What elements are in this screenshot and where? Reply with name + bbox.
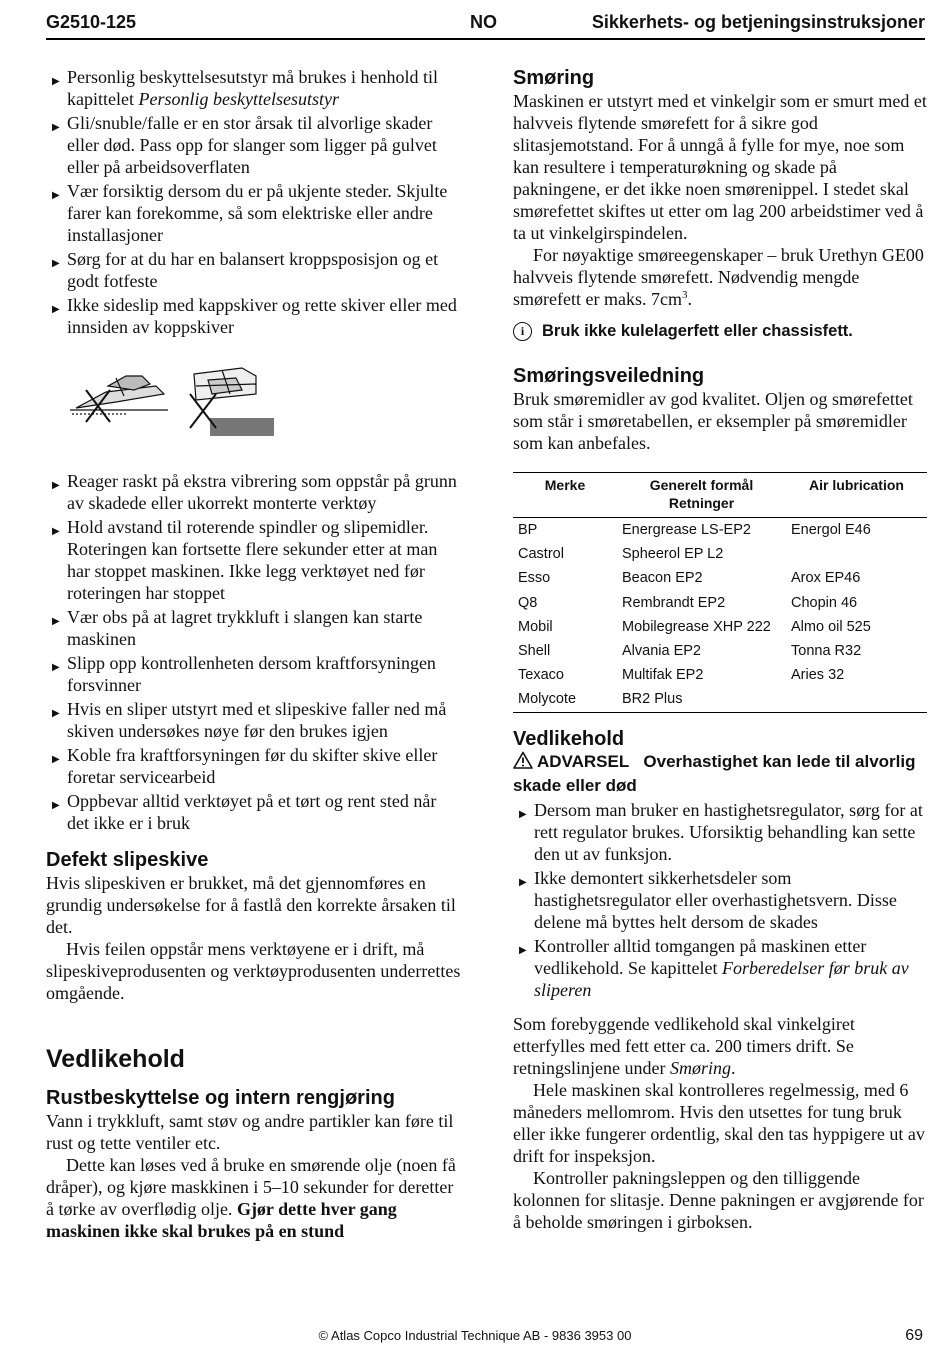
list-item: ▶ Personlig beskyttelsesutstyr må brukes i henhold til kapittelet Personlig beskyttelsesutstyr xyxy=(46,66,462,110)
list-item: ▶ Ikke sideslip med kappskiver og rette skiver eller med innsiden av koppskiver xyxy=(46,294,462,338)
safety-bullet-list-1 xyxy=(46,66,462,338)
rustbeskyttelse-heading: Rustbeskyttelse og intern rengjøring xyxy=(46,1087,395,1109)
vedlikehold-section-heading: Vedlikehold xyxy=(46,1045,185,1073)
table-row: Q8 Rembrandt EP2 Chopin 46 xyxy=(518,594,858,611)
list-item: ▶ Kontroller alltid tomgangen på maskinen etter vedlikehold. Se kapittelet Forberedelser før bruk av sliperen xyxy=(513,935,927,1001)
warning-block xyxy=(513,751,927,797)
table-header-row xyxy=(513,473,927,518)
smoringsveiledning-heading: Smøringsveiledning xyxy=(513,365,705,387)
warning-label: ADVARSEL xyxy=(537,751,630,771)
vedlikehold-heading: Vedlikehold xyxy=(513,727,625,750)
list-item: ▶ Hvis en sliper utstyrt med et slipeskive faller ned må skiven undersøkes nøye før den brukes igjen xyxy=(46,698,462,742)
forebyggende-paragraph: Som forebyggende vedlikehold skal vinkelgiret etterfylles med fett etter ca. 200 timers drift. Se retningslinjene under Smøring. xyxy=(513,1013,855,1078)
list-item: ▶ Dersom man bruker en hastighetsregulator, sørg for at rett regulator brukes. Uforsiktig behandling kan sette den ut av funksjon. xyxy=(513,799,927,865)
list-item: ▶ Slipp opp kontrollenheten dersom kraftforsyningen forsvinner xyxy=(46,652,462,696)
list-item: ▶ Gli/snuble/falle er en stor årsak til alvorlige skader eller død. Pass opp for slanger som ligger på gulvet eller på arbeidsoverflaten xyxy=(46,112,462,178)
col-header-air: Air lubrication xyxy=(786,473,927,518)
language-code: NO xyxy=(470,12,497,32)
table-row: Mobil Mobilegrease XHP 222 Almo oil 525 xyxy=(518,618,871,635)
col-header-generelt: Generelt formål Retninger xyxy=(617,473,786,518)
table-row: Shell Alvania EP2 Tonna R32 xyxy=(518,643,862,660)
footer-copyright: © Atlas Copco Industrial Technique AB - 9836 3953 00 xyxy=(318,1328,632,1343)
list-item: ▶ Koble fra kraftforsyningen før du skifter skive eller foretar servicearbeid xyxy=(46,744,462,788)
table-row: Esso Beacon EP2 Arox EP46 xyxy=(518,570,861,587)
defekt-slipeskive-heading: Defekt slipeskive xyxy=(46,849,209,871)
warning-triangle-icon xyxy=(513,751,533,775)
right-column xyxy=(513,66,927,1233)
rust-emphasis: Gjør dette hver gang maskinen ikke skal brukes på en stund xyxy=(46,1199,397,1241)
info-icon: i xyxy=(513,322,532,341)
warning-text: Overhastighet kan lede til alvorlig skade eller død xyxy=(513,751,916,795)
rust-paragraph-1: Vann i trykkluft, samt støv og andre partikler kan føre til rust og tette ventiler etc. xyxy=(46,1111,454,1153)
page-number: 69 xyxy=(905,1327,923,1344)
defekt-paragraph-1: Hvis slipeskiven er brukket, må det gjennomføres en grundig undersøkelse for å fastlå den korrekte årsaken til det. xyxy=(46,873,456,937)
smoring-heading: Smøring xyxy=(513,67,595,89)
smoring-paragraph-1: Maskinen er utstyrt med et vinkelgir som er smurt med et halvveis flytende smørefett for å sikre god slitasjemotstand. For å unngå å fylle for mye, noe som kan resultere i temperaturøkning og skade på pakningene, er det ikke noen smørenippel. I stedet skal smørefettet skiftes ut etter om lag 200 arbeidstimer ved å ta ut vinkelgirspindelen. xyxy=(513,91,927,243)
list-item: ▶ Hold avstand til roterende spindler og slipemidler. Roteringen kan fortsette flere sekunder etter at man har stoppet maskinen. Ikke legg verktøyet ned før roteringen har stoppet xyxy=(46,516,462,604)
page-header xyxy=(46,8,925,40)
pakning-paragraph: Kontroller pakningsleppen og den tilliggende kolonnen for slitasje. Denne pakningen er avgjørende for å beholde smøringen i girboksen. xyxy=(513,1167,924,1232)
grinding-disc-diagram xyxy=(46,364,286,436)
safety-bullet-list-2 xyxy=(46,470,462,834)
table-row: Castrol Spheerol EP L2 xyxy=(518,546,724,563)
list-item: ▶ Vær obs på at lagret trykkluft i slangen kan starte maskinen xyxy=(46,606,462,650)
col-header-merke: Merke xyxy=(513,473,617,518)
left-column xyxy=(46,66,462,1242)
list-item: ▶ Reager raskt på ekstra vibrering som oppstår på grunn av skadede eller ukorrekt monterte verktøy xyxy=(46,470,462,514)
table-row: Molycote BR2 Plus xyxy=(518,691,683,708)
defekt-paragraph-2: Hvis feilen oppstår mens verktøyene er i drift, må slipeskiveprodusenten og verktøyprodusenten underrettes omgående. xyxy=(46,939,461,1003)
lubrication-table xyxy=(513,472,927,713)
table-row: BP Energrease LS-EP2 Energol E46 xyxy=(518,522,871,539)
list-item: ▶ Ikke demontert sikkerhetsdeler som hastighetsregulator eller overhastighetsvern. Disse delene må byttes helt dersom de skades xyxy=(513,867,927,933)
list-item: ▶ Vær forsiktig dersom du er på ukjente steder. Skjulte farer kan forekomme, så som elektriske eller andre installasjoner xyxy=(46,180,462,246)
table-row: Texaco Multifak EP2 Aries 32 xyxy=(518,667,845,684)
notice-text: Bruk ikke kulelagerfett eller chassisfett. xyxy=(542,322,853,340)
list-item: ▶ Oppbevar alltid verktøyet på et tørt og rent sted når det ikke er i bruk xyxy=(46,790,462,834)
veiledning-paragraph: Bruk smøremidler av god kvalitet. Oljen og smørefettet som står i smøretabellen, er eksempler på smøremidler som kan anbefales. xyxy=(513,389,913,453)
document-code: G2510-125 xyxy=(46,12,137,32)
document-title: Sikkerhets- og betjeningsinstruksjoner xyxy=(591,12,925,32)
inspeksjon-paragraph: Hele maskinen skal kontrolleres regelmessig, med 6 måneders mellomrom. Hvis den utsettes for tung bruk eller ikke fungerer ordentlig, skal den tas hyppigere ut av drift for inspeksjon. xyxy=(513,1079,925,1166)
smoring-paragraph-2: For nøyaktige smøreegenskaper – bruk Urethyn GE00 halvveis flytende smørefett. Nødvendig mengde smørefett er maks. $7cm^3$. xyxy=(513,245,924,309)
rust-paragraph-2: Dette kan løses ved å bruke en smørende olje (noen få dråper), og kjøre maskkinen i 5–10 sekunder for deretter å tørke av overflødig olje. Gjør dette hver gang maskinen ikke skal brukes på en stund xyxy=(46,1155,456,1241)
side-grinding-illustration xyxy=(46,364,462,434)
notice-box xyxy=(513,320,927,342)
list-item: ▶ Sørg for at du har en balansert kroppsposisjon og et godt fotfeste xyxy=(46,248,462,292)
warning-bullet-list xyxy=(513,799,927,1001)
